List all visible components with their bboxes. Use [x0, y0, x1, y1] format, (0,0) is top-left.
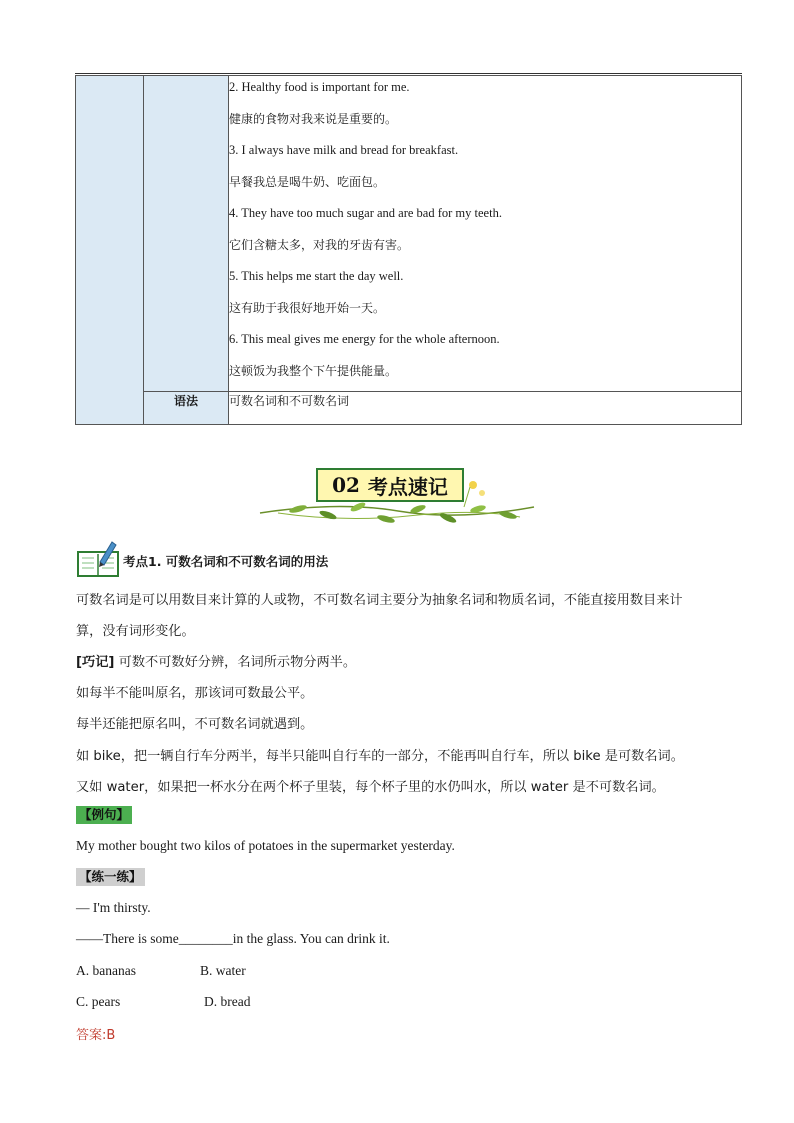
options-row [76, 963, 736, 979]
vocab-table [75, 75, 742, 425]
option-a: A. bananas [76, 963, 136, 978]
table-cell-empty [76, 76, 144, 425]
table-cell-empty [144, 76, 229, 392]
paragraph: 又如 water，如果把一杯水分在两个杯子里装，每个杯子里的水仍叫水，所以 water 是不可数名词。 [76, 780, 665, 795]
sentence-cell [229, 76, 742, 392]
mnemonic-line [76, 651, 736, 670]
banner-title-box [316, 468, 464, 502]
top-rule [75, 73, 742, 74]
answer-text: 答案:B [76, 1028, 116, 1043]
translation-line: 健康的食物对我来说是重要的。 [229, 111, 398, 126]
section-banner [258, 463, 536, 529]
banner-number: 02 [332, 473, 360, 497]
option-d: D. bread [204, 994, 251, 1009]
point-title: 考点1. 可数名词和不可数名词的用法 [123, 554, 329, 569]
sentence-line: 5. This helps me start the day well. [229, 269, 404, 283]
sentence-line: 2. Healthy food is important for me. [229, 80, 410, 94]
paragraph: 算，没有词形变化。 [76, 624, 195, 639]
sentence-line: 3. I always have milk and bread for breakfast. [229, 143, 459, 157]
paragraph: 每半还能把原名叫，不可数名词就遇到。 [76, 717, 314, 732]
point-header [76, 540, 756, 580]
question-line: — I'm thirsty. [76, 900, 151, 915]
translation-line: 这有助于我很好地开始一天。 [229, 300, 386, 315]
translation-line: 早餐我总是喝牛奶、吃面包。 [229, 174, 386, 189]
practice-tag: 【练一练】 [76, 868, 145, 886]
sentence-line: 6. This meal gives me energy for the whole afternoon. [229, 332, 500, 346]
book-pencil-icon [76, 540, 120, 578]
translation-line: 它们含糖太多，对我的牙齿有害。 [229, 237, 410, 252]
question-line: ——There is some________in the glass. You can drink it. [76, 931, 390, 946]
grammar-label: 语法 [144, 392, 229, 425]
options-row [76, 994, 736, 1010]
option-c: C. pears [76, 994, 121, 1009]
mnemonic-text: 可数不可数好分辨，名词所示物分两半。 [114, 655, 357, 670]
paragraph: 如每半不能叫原名，那该词可数最公平。 [76, 686, 314, 701]
example-sentence: My mother bought two kilos of potatoes in the supermarket yesterday. [76, 838, 455, 853]
example-tag: 【例句】 [76, 806, 132, 824]
table-row [76, 392, 742, 425]
sentence-line: 4. They have too much sugar and are bad for my teeth. [229, 206, 502, 220]
option-b: B. water [200, 963, 246, 978]
translation-line: 这顿饭为我整个下午提供能量。 [229, 363, 398, 378]
paragraph: 可数名词是可以用数目来计算的人或物，不可数名词主要分为抽象名词和物质名词，不能直接用数目来计 [76, 593, 683, 608]
table-row [76, 76, 742, 392]
banner-title: 考点速记 [367, 474, 448, 499]
grammar-value: 可数名词和不可数名词 [229, 392, 742, 425]
paragraph: 如 bike，把一辆自行车分两半，每半只能叫自行车的一部分，不能再叫自行车，所以 bike 是可数名词。 [76, 749, 684, 764]
mnemonic-tag: [巧记] [76, 655, 115, 670]
